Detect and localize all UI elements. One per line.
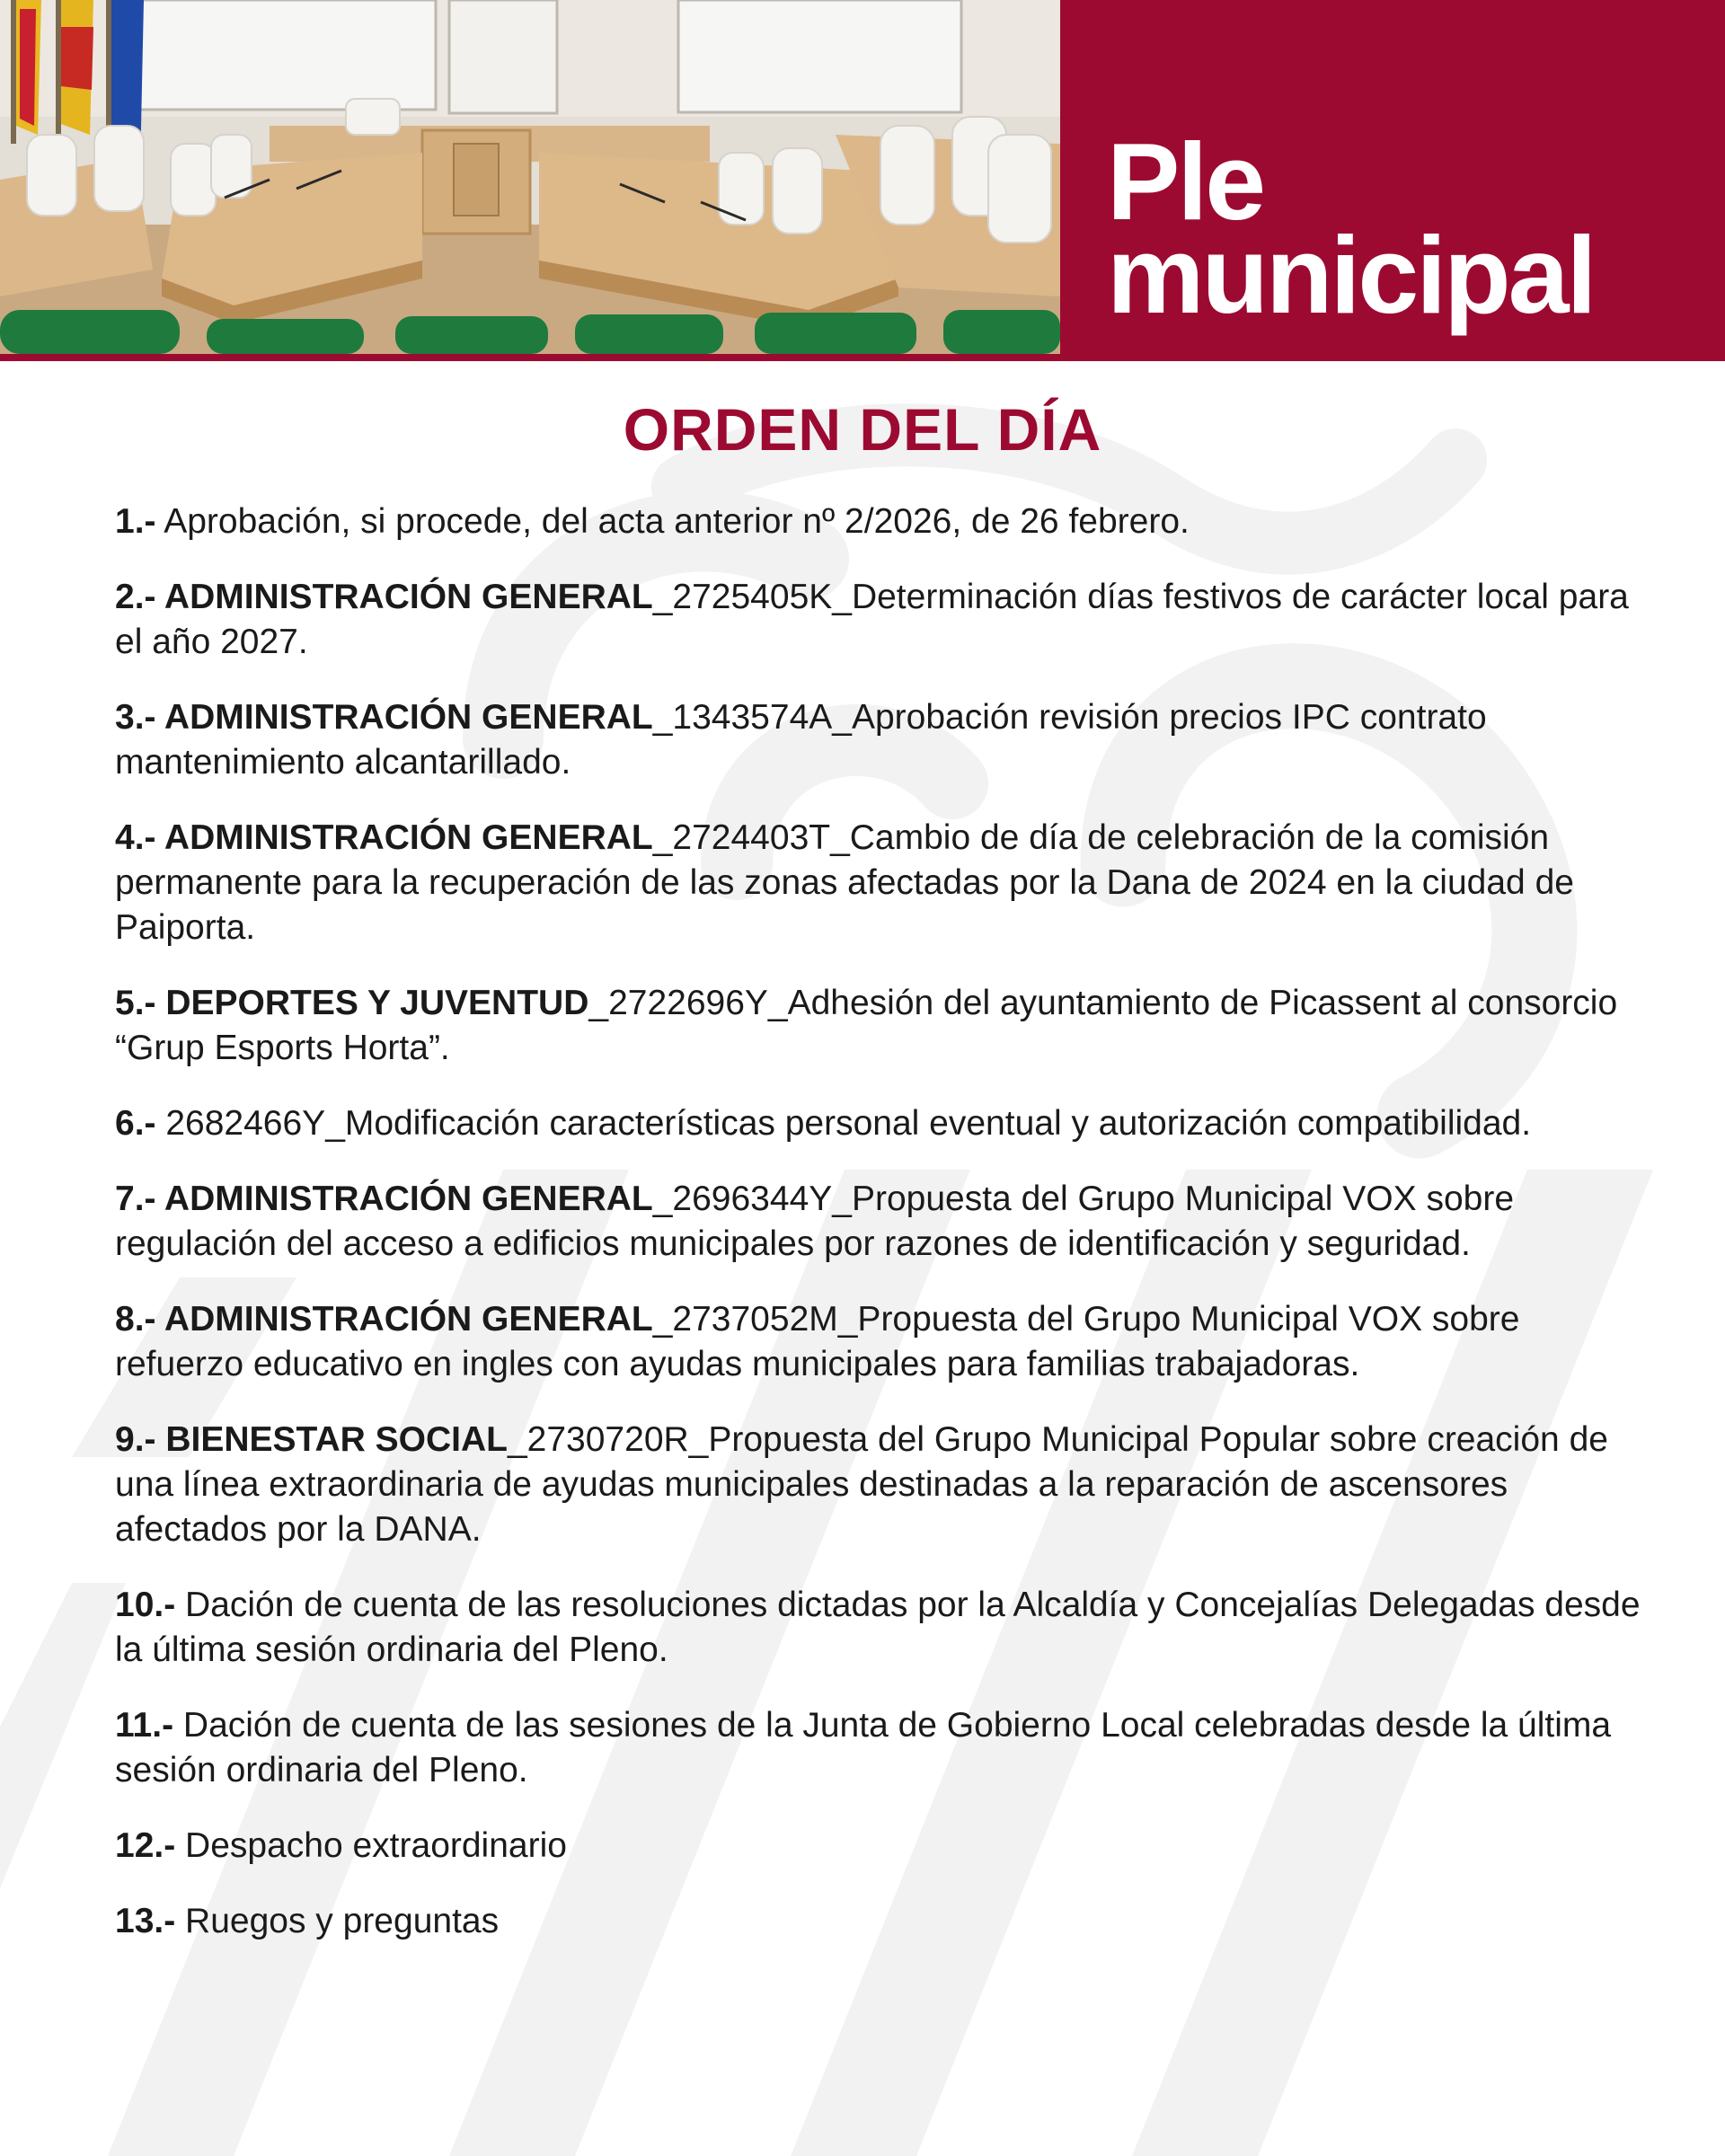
- title-block: [1060, 0, 1725, 354]
- agenda-item-text: _2725405K_Determinación días festivos de carácter local para el año 2027.: [115, 578, 1629, 661]
- agenda-item: [115, 1101, 1642, 1146]
- agenda-item-number: 13.-: [115, 1902, 176, 1940]
- agenda-item-number: 7.-: [115, 1180, 156, 1218]
- agenda-item: [115, 1297, 1642, 1387]
- agenda-item-text: Dación de cuenta de las sesiones de la Junta de Gobierno Local celebradas desde la última sesión ordinaria del Pleno.: [115, 1706, 1612, 1789]
- agenda-item: [115, 816, 1642, 950]
- agenda-item-text: _2730720R_Propuesta del Grupo Municipal Popular sobre creación de una línea extraordinaria de ayudas municipales destinadas a la reparación de ascensores afectados por la DANA.: [115, 1420, 1608, 1549]
- agenda-item: [115, 1703, 1642, 1793]
- header-divider: [0, 354, 1725, 361]
- agenda-item-number: 5.-: [115, 984, 156, 1022]
- agenda-item-text: _1343574A_Aprobación revisión precios IPC contrato mantenimiento alcantarillado.: [115, 698, 1487, 782]
- agenda-item-text: _2724403T_Cambio de día de celebración de la comisión permanente para la recuperación de las zonas afectadas por la Dana de 2024 en la ciudad de Paiporta.: [115, 818, 1574, 947]
- agenda-item-category: DEPORTES Y JUVENTUD: [155, 984, 589, 1022]
- agenda-item-category: ADMINISTRACIÓN GENERAL: [155, 578, 653, 616]
- agenda-item: [115, 1824, 1642, 1869]
- agenda-item-number: 10.-: [115, 1586, 176, 1624]
- title-line-1: Ple: [1107, 120, 1264, 243]
- agenda-item: [115, 1899, 1642, 1944]
- agenda-item-category: BIENESTAR SOCIAL: [155, 1420, 508, 1459]
- agenda-item-category: ADMINISTRACIÓN GENERAL: [155, 1180, 653, 1218]
- agenda-item-text: Aprobación, si procede, del acta anterior nº 2/2026, de 26 febrero.: [155, 502, 1190, 541]
- agenda-item-number: 1.-: [115, 502, 156, 541]
- agenda-item: [115, 1177, 1642, 1267]
- agenda-item-number: 4.-: [115, 818, 156, 857]
- agenda-item-text: _2722696Y_Adhesión del ayuntamiento de Picassent al consorcio “Grup Esports Horta”.: [115, 984, 1618, 1067]
- agenda-item: [115, 499, 1642, 544]
- agenda-item-number: 9.-: [115, 1420, 156, 1459]
- agenda-item-text: 2682466Y_Modificación características personal eventual y autorización compatibilidad.: [155, 1104, 1532, 1143]
- agenda-item-number: 6.-: [115, 1104, 156, 1143]
- title-line-2: municipal: [1107, 214, 1595, 336]
- agenda-list: [115, 499, 1642, 1975]
- agenda-item: [115, 1583, 1642, 1673]
- council-chamber-photo: [0, 0, 1060, 354]
- agenda-item-text: Ruegos y preguntas: [175, 1902, 500, 1940]
- agenda-item-text: _2737052M_Propuesta del Grupo Municipal VOX sobre refuerzo educativo en ingles con ayudas municipales para familias trabajadoras.: [115, 1300, 1520, 1383]
- agenda-item-text: _2696344Y_Propuesta del Grupo Municipal VOX sobre regulación del acceso a edificios municipales por razones de identificación y seguridad.: [115, 1180, 1515, 1263]
- header-banner: [0, 0, 1725, 359]
- agenda-heading: ORDEN DEL DÍA: [623, 396, 1102, 463]
- page-title: [1107, 120, 1595, 336]
- agenda-item-number: 8.-: [115, 1300, 156, 1339]
- agenda-item-number: 2.-: [115, 578, 156, 616]
- agenda-item-text: Dación de cuenta de las resoluciones dictadas por la Alcaldía y Concejalías Delegadas desde la última sesión ordinaria del Pleno.: [115, 1586, 1641, 1669]
- agenda-item: [115, 575, 1642, 665]
- agenda-item-text: Despacho extraordinario: [175, 1826, 567, 1865]
- agenda-item: [115, 981, 1642, 1071]
- agenda-item-number: 3.-: [115, 698, 156, 737]
- agenda-item-category: ADMINISTRACIÓN GENERAL: [155, 1300, 653, 1339]
- agenda-item: [115, 1418, 1642, 1552]
- agenda-item-number: 11.-: [115, 1706, 174, 1745]
- agenda-item-category: ADMINISTRACIÓN GENERAL: [155, 698, 653, 737]
- agenda-item: [115, 695, 1642, 785]
- agenda-item-category: ADMINISTRACIÓN GENERAL: [155, 818, 653, 857]
- agenda-item-number: 12.-: [115, 1826, 176, 1865]
